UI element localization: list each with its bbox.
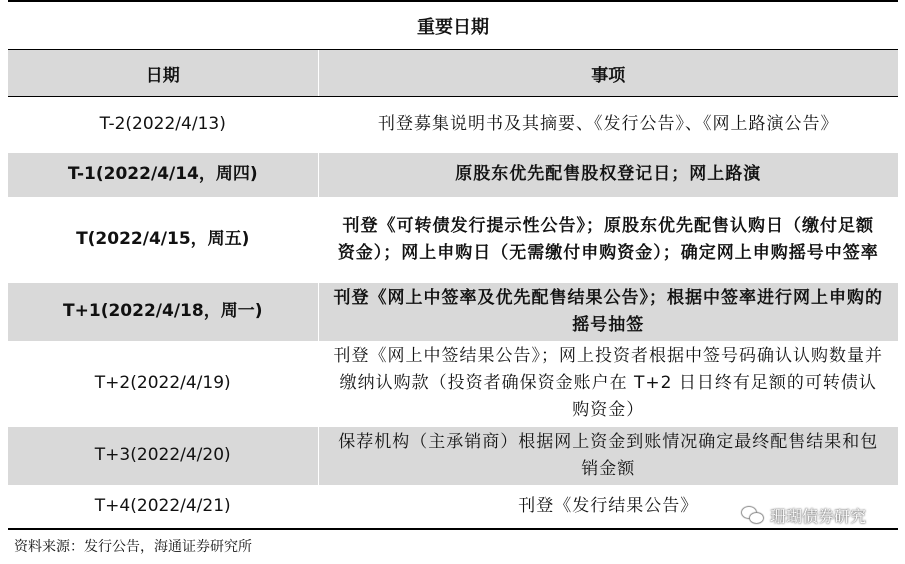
row-date: T+1(2022/4/18，周一) bbox=[8, 283, 318, 341]
row-date: T+3(2022/4/20) bbox=[8, 427, 318, 485]
date-column-header: 日期 bbox=[8, 50, 318, 97]
watermark-text: 珊瑚债券研究 bbox=[770, 507, 867, 526]
row-date: T-1(2022/4/14，周四) bbox=[8, 153, 318, 197]
table-title: 重要日期 bbox=[8, 0, 898, 50]
table-row bbox=[8, 427, 898, 485]
row-item: 刊登《网上中签率及优先配售结果公告》；根据中签率进行网上申购的摇号抽签 bbox=[318, 283, 898, 341]
table-row bbox=[8, 153, 898, 197]
row-item: 刊登《网上中签结果公告》；网上投资者根据中签号码确认认购数量并缴纳认购款（投资者确保资金账户在 T+2 日日终有足额的可转债认购资金） bbox=[333, 346, 883, 420]
row-item: 刊登《可转债发行提示性公告》；原股东优先配售认购日（缴付足额资金）；网上申购日（无需缴付申购资金）；确定网上申购摇号中签率 bbox=[337, 215, 879, 263]
header-row bbox=[8, 50, 898, 97]
table-row bbox=[8, 341, 898, 427]
table-row bbox=[8, 197, 898, 283]
table-row bbox=[8, 283, 898, 341]
row-item: 原股东优先配售股权登记日；网上路演 bbox=[318, 153, 898, 197]
row-date: T+2(2022/4/19) bbox=[8, 341, 318, 427]
wechat-icon bbox=[742, 507, 764, 525]
row-date: T(2022/4/15，周五) bbox=[8, 197, 318, 283]
item-column-header: 事项 bbox=[318, 50, 898, 97]
row-date: T+4(2022/4/21) bbox=[8, 485, 318, 529]
source-note: 资料来源：发行公告，海通证券研究所 bbox=[14, 539, 252, 555]
row-item: 刊登《发行结果公告》 bbox=[318, 485, 898, 529]
row-item: 刊登募集说明书及其摘要、《发行公告》、《网上路演公告》 bbox=[378, 114, 839, 135]
row-date: T-2(2022/4/13) bbox=[8, 97, 318, 153]
table-row bbox=[8, 97, 898, 153]
row-item: 保荐机构（主承销商）根据网上资金到账情况确定最终配售结果和包销金额 bbox=[318, 427, 898, 485]
key-dates-table bbox=[8, 50, 898, 530]
watermark bbox=[742, 504, 866, 527]
